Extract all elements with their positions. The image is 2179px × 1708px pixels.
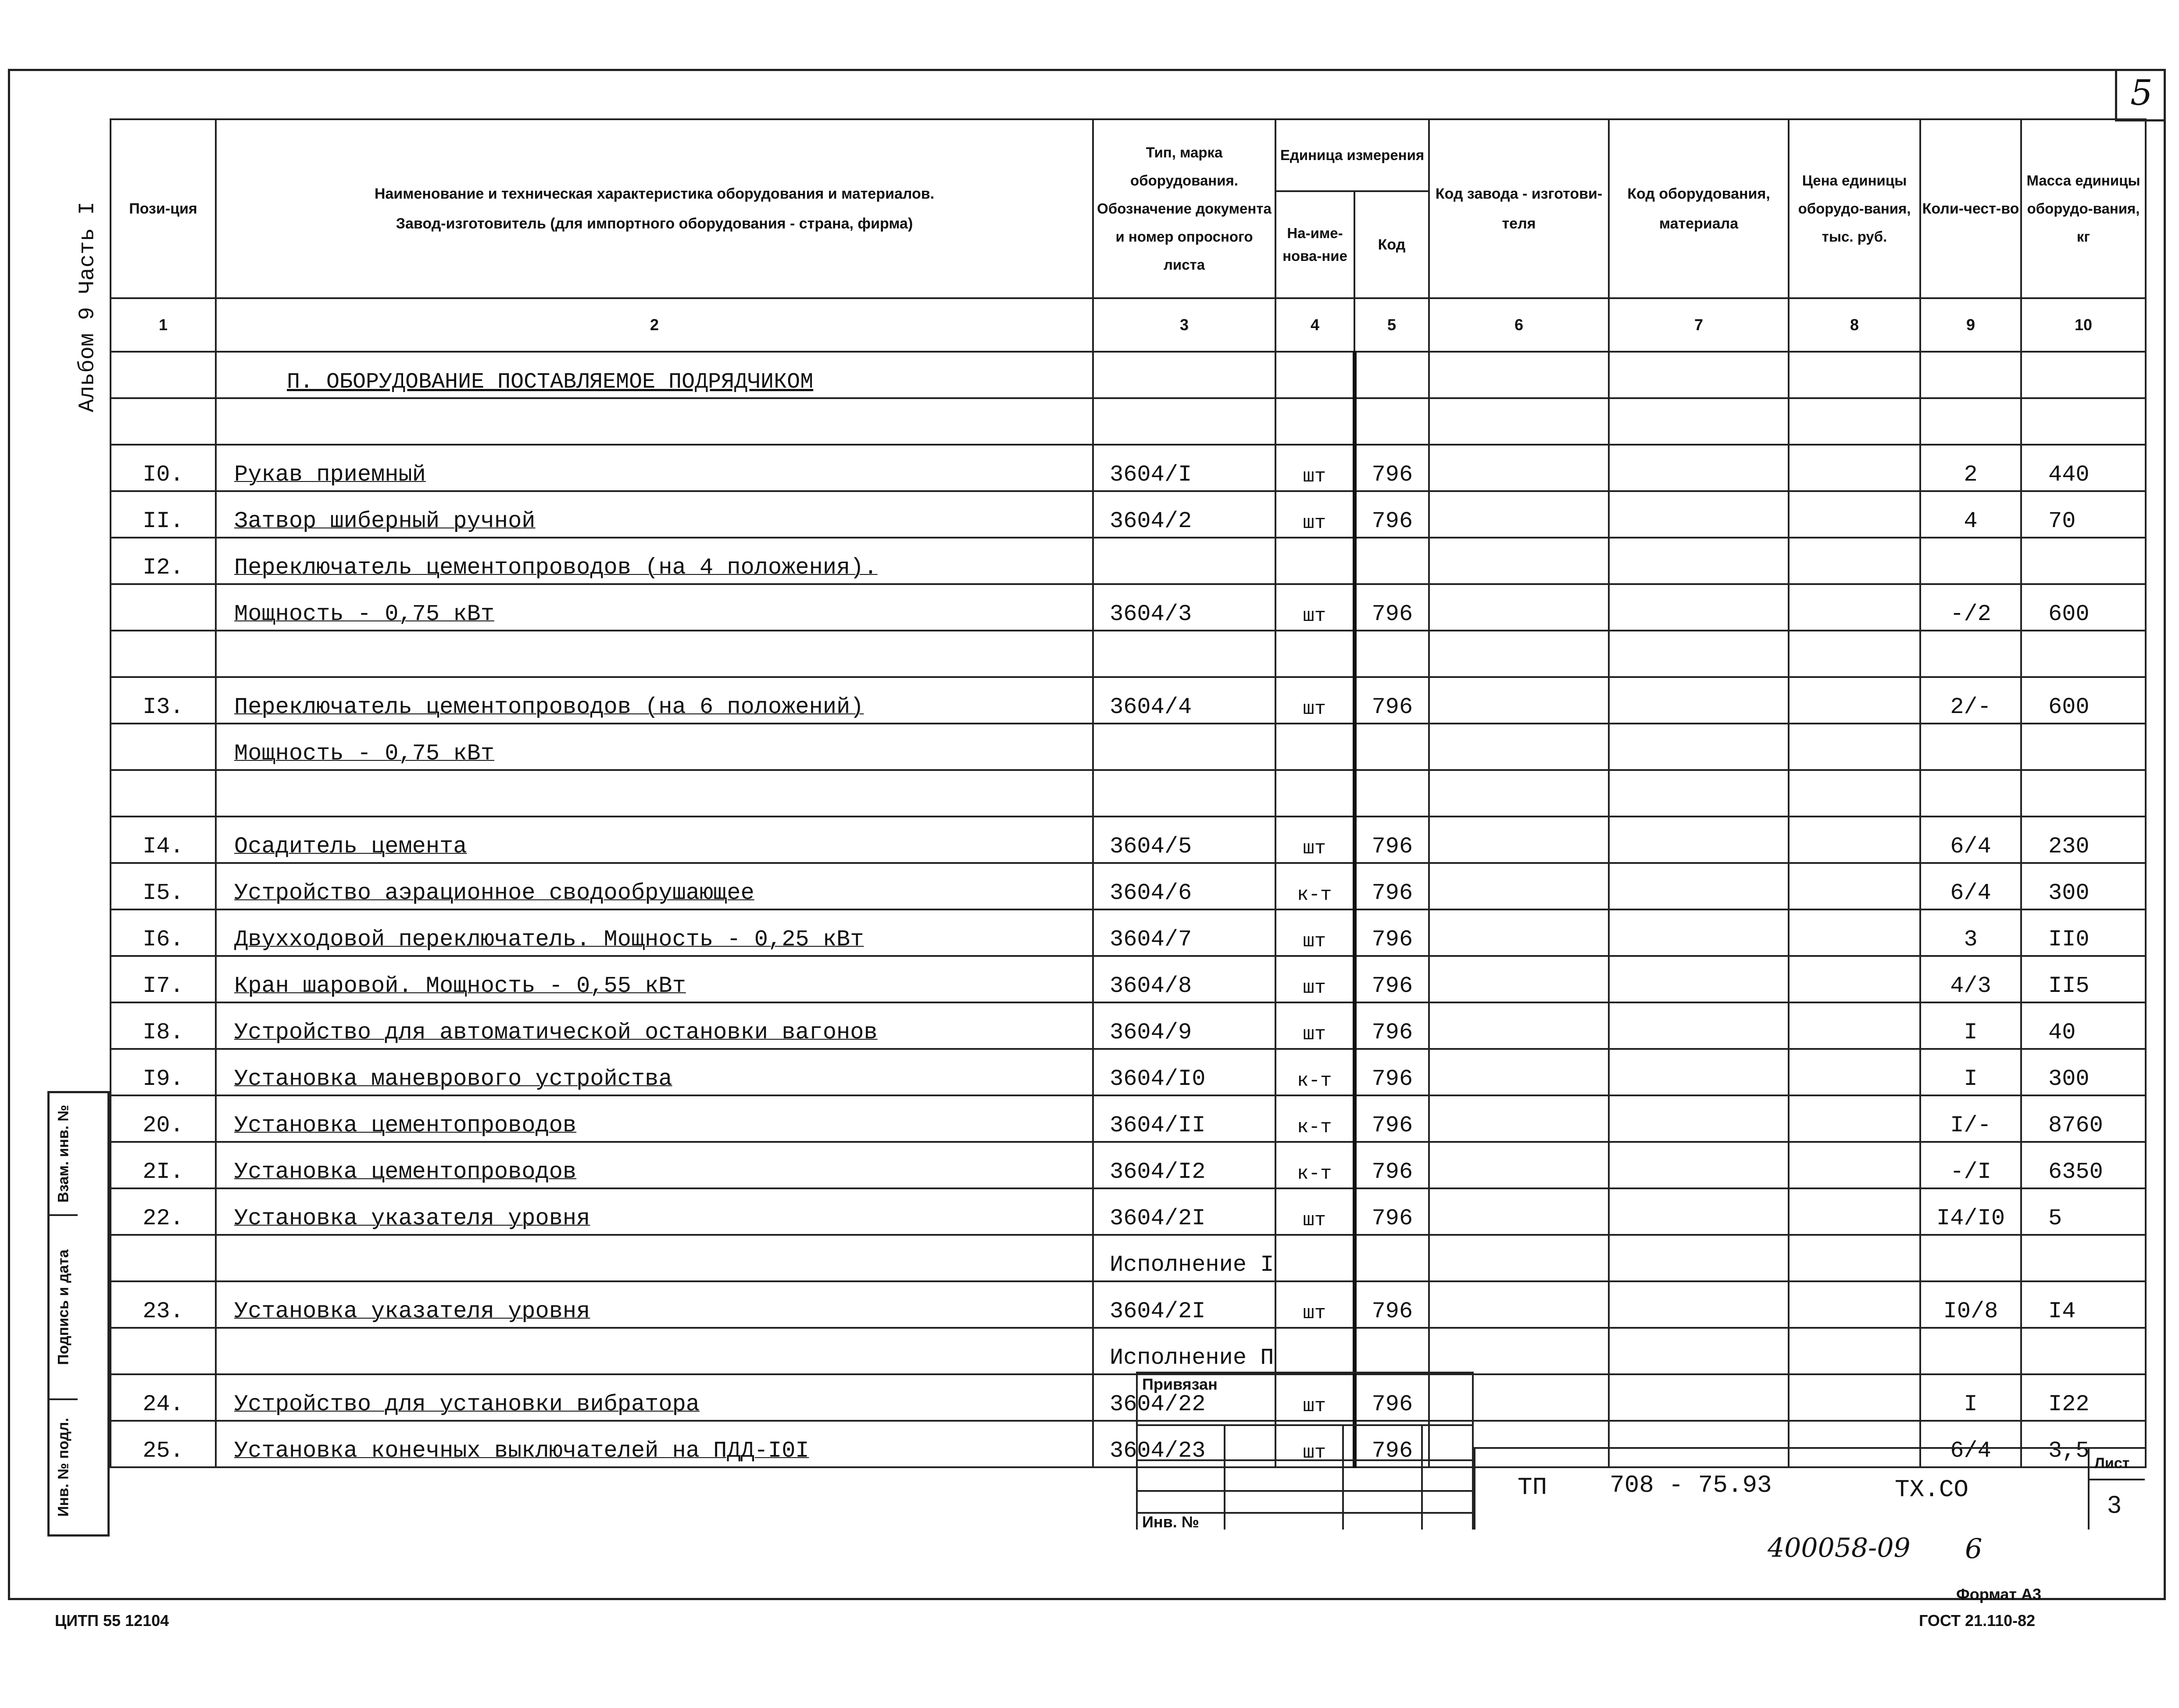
row-equipment-code <box>1609 863 1789 909</box>
row-quantity: I0/8 <box>1920 1281 2021 1328</box>
row-price <box>1789 1328 1920 1374</box>
row-price <box>1789 491 1920 538</box>
row-name <box>216 1328 1093 1374</box>
row-unit-code: 796 <box>1354 1188 1429 1235</box>
header-unit-group: Единица измерения <box>1275 119 1429 191</box>
row-unit: шт <box>1275 1188 1354 1235</box>
row-unit-code: 796 <box>1354 1002 1429 1049</box>
row-name: Установка цементопроводов <box>216 1095 1093 1142</box>
header-name-line1: Наименование и техническая характеристика оборудования и материалов. <box>374 185 935 202</box>
row-name: Переключатель цементопроводов (на 6 положений) <box>216 677 1093 724</box>
row-price <box>1789 1374 1920 1421</box>
row-unit <box>1275 631 1354 677</box>
row-price <box>1789 724 1920 770</box>
table-row <box>111 631 2146 677</box>
row-price <box>1789 1002 1920 1049</box>
row-type: 3604/23 <box>1093 1421 1275 1467</box>
row-name: Установка указателя уровня <box>216 1281 1093 1328</box>
row-factory-code <box>1429 631 1609 677</box>
row-quantity <box>1920 724 2021 770</box>
row-factory-code <box>1429 863 1609 909</box>
row-quantity: 4 <box>1920 491 2021 538</box>
gost-label: ГОСТ 21.110-82 <box>1919 1612 2036 1630</box>
row-equipment-code <box>1609 1188 1789 1235</box>
row-mass: 600 <box>2021 584 2146 631</box>
row-type <box>1093 770 1275 817</box>
row-unit <box>1275 1328 1354 1374</box>
table-row <box>111 445 2146 491</box>
row-quantity: 4/3 <box>1920 956 2021 1002</box>
row-name <box>216 770 1093 817</box>
row-name: Установка цементопроводов <box>216 1142 1093 1188</box>
row-type: 3604/2I <box>1093 1281 1275 1328</box>
row-type: 3604/2I <box>1093 1188 1275 1235</box>
header-position: Пози-ция <box>111 119 216 298</box>
row-position: 20. <box>111 1095 216 1142</box>
row-position: 23. <box>111 1281 216 1328</box>
table-row <box>111 538 2146 584</box>
row-factory-code <box>1429 1049 1609 1095</box>
row-unit: шт <box>1275 1421 1354 1467</box>
table-row <box>111 817 2146 863</box>
row-factory-code <box>1429 491 1609 538</box>
row-unit: шт <box>1275 491 1354 538</box>
doc-series: ТП <box>1518 1473 1547 1501</box>
row-quantity <box>1920 538 2021 584</box>
row-equipment-code <box>1609 1002 1789 1049</box>
citp-label: ЦИТП 55 12104 <box>55 1612 169 1630</box>
row-type: 3604/6 <box>1093 863 1275 909</box>
row-position: I3. <box>111 677 216 724</box>
row-mass: II5 <box>2021 956 2146 1002</box>
row-name: Кран шаровой. Мощность - 0,55 кВт <box>216 956 1093 1002</box>
row-name: Затвор шиберный ручной <box>216 491 1093 538</box>
header-mass: Масса единицы оборудо-вания, кг <box>2021 119 2146 298</box>
row-equipment-code <box>1609 1142 1789 1188</box>
row-unit: шт <box>1275 1281 1354 1328</box>
row-name: Устройство аэрационное сводообрушающее <box>216 863 1093 909</box>
row-equipment-code <box>1609 724 1789 770</box>
section-title: П. ОБОРУДОВАНИЕ ПОСТАВЛЯЕМОЕ ПОДРЯДЧИКОМ <box>216 352 1093 398</box>
row-name: Переключатель цементопроводов (на 4 положения). <box>216 538 1093 584</box>
row-quantity: I <box>1920 1002 2021 1049</box>
row-price <box>1789 1095 1920 1142</box>
row-type: 3604/5 <box>1093 817 1275 863</box>
row-name <box>216 631 1093 677</box>
row-price <box>1789 863 1920 909</box>
header-type: Тип, марка оборудования. Обозначение документа и номер опросного листа <box>1093 119 1275 298</box>
row-factory-code <box>1429 1095 1609 1142</box>
row-mass <box>2021 724 2146 770</box>
row-mass: 5 <box>2021 1188 2146 1235</box>
bound-label: Привязан <box>1142 1375 1218 1393</box>
row-factory-code <box>1429 1281 1609 1328</box>
row-factory-code <box>1429 1002 1609 1049</box>
row-position <box>111 631 216 677</box>
row-mass: 300 <box>2021 863 2146 909</box>
row-unit <box>1275 538 1354 584</box>
row-quantity: I <box>1920 1049 2021 1095</box>
handwritten-page-number: 6 <box>1965 1533 1983 1565</box>
row-price <box>1789 677 1920 724</box>
row-quantity <box>1920 1235 2021 1281</box>
row-equipment-code <box>1609 1374 1789 1421</box>
table-row <box>111 956 2146 1002</box>
row-price <box>1789 1281 1920 1328</box>
row-type: 3604/I2 <box>1093 1142 1275 1188</box>
row-unit-code: 796 <box>1354 1281 1429 1328</box>
row-factory-code <box>1429 538 1609 584</box>
row-name <box>216 1235 1093 1281</box>
row-equipment-code <box>1609 956 1789 1002</box>
row-unit-code: 796 <box>1354 491 1429 538</box>
row-type: Исполнение I <box>1093 1235 1275 1281</box>
row-type: 3604/9 <box>1093 1002 1275 1049</box>
row-price <box>1789 817 1920 863</box>
row-type: 3604/8 <box>1093 956 1275 1002</box>
row-equipment-code <box>1609 1235 1789 1281</box>
row-unit-code: 796 <box>1354 863 1429 909</box>
row-mass: 440 <box>2021 445 2146 491</box>
row-position <box>111 1328 216 1374</box>
row-name: Рукав приемный <box>216 445 1093 491</box>
row-mass: 3,5 <box>2021 1421 2146 1467</box>
col-number: 2 <box>216 298 1093 352</box>
row-position: I8. <box>111 1002 216 1049</box>
table-row <box>111 1281 2146 1328</box>
row-type <box>1093 538 1275 584</box>
row-position <box>111 770 216 817</box>
side-box-replaced: Взам. инв. № <box>50 1093 78 1216</box>
inv-label: Инв. № <box>1142 1513 1199 1531</box>
row-equipment-code <box>1609 909 1789 956</box>
row-equipment-code <box>1609 631 1789 677</box>
row-unit-code <box>1354 770 1429 817</box>
row-quantity: 6/4 <box>1920 863 2021 909</box>
format-label: Формат А3 <box>1956 1585 2042 1603</box>
col-number: 7 <box>1609 298 1789 352</box>
row-price <box>1789 538 1920 584</box>
row-unit: шт <box>1275 956 1354 1002</box>
specification-rows <box>111 445 2146 1467</box>
row-name: Мощность - 0,75 кВт <box>216 724 1093 770</box>
row-mass: I22 <box>2021 1374 2146 1421</box>
row-type <box>1093 631 1275 677</box>
col-number: 1 <box>111 298 216 352</box>
row-unit: шт <box>1275 584 1354 631</box>
row-name: Осадитель цемента <box>216 817 1093 863</box>
row-unit: к-т <box>1275 1095 1354 1142</box>
row-position: 22. <box>111 1188 216 1235</box>
table-row <box>111 1374 2146 1421</box>
row-unit: к-т <box>1275 1142 1354 1188</box>
header-factory-code: Код завода - изготови-теля <box>1429 119 1609 298</box>
row-position: 24. <box>111 1374 216 1421</box>
row-price <box>1789 1142 1920 1188</box>
row-price <box>1789 1049 1920 1095</box>
row-mass: 40 <box>2021 1002 2146 1049</box>
row-name: Устройство для автоматической остановки вагонов <box>216 1002 1093 1049</box>
row-unit: шт <box>1275 445 1354 491</box>
row-unit-code: 796 <box>1354 817 1429 863</box>
row-factory-code <box>1429 445 1609 491</box>
row-mass: 600 <box>2021 677 2146 724</box>
row-mass: 6350 <box>2021 1142 2146 1188</box>
row-type: 3604/3 <box>1093 584 1275 631</box>
row-quantity: 6/4 <box>1920 817 2021 863</box>
row-name: Двухходовой переключатель. Мощность - 0,25 кВт <box>216 909 1093 956</box>
row-unit-code <box>1354 538 1429 584</box>
row-position: 25. <box>111 1421 216 1467</box>
row-factory-code <box>1429 724 1609 770</box>
row-factory-code <box>1429 1235 1609 1281</box>
row-unit-code: 796 <box>1354 445 1429 491</box>
col-number: 3 <box>1093 298 1275 352</box>
col-number: 8 <box>1789 298 1920 352</box>
row-position: I2. <box>111 538 216 584</box>
col-number: 6 <box>1429 298 1609 352</box>
doc-code: ТХ.СО <box>1895 1476 1969 1504</box>
row-unit: шт <box>1275 677 1354 724</box>
section-row <box>111 352 2146 398</box>
row-name: Установка маневрового устройства <box>216 1049 1093 1095</box>
row-factory-code <box>1429 1188 1609 1235</box>
row-type: 3604/2 <box>1093 491 1275 538</box>
row-unit-code: 796 <box>1354 1374 1429 1421</box>
row-position: I0. <box>111 445 216 491</box>
row-equipment-code <box>1609 1049 1789 1095</box>
row-equipment-code <box>1609 445 1789 491</box>
row-mass <box>2021 1235 2146 1281</box>
row-mass <box>2021 631 2146 677</box>
header-name <box>216 119 1093 298</box>
table-row <box>111 584 2146 631</box>
row-price <box>1789 909 1920 956</box>
table-row <box>111 1328 2146 1374</box>
header-price: Цена единицы оборудо-вания, тыс. руб. <box>1789 119 1920 298</box>
row-unit-code: 796 <box>1354 956 1429 1002</box>
row-quantity: 2/- <box>1920 677 2021 724</box>
row-quantity: -/I <box>1920 1142 2021 1188</box>
row-unit-code: 796 <box>1354 1095 1429 1142</box>
row-mass <box>2021 538 2146 584</box>
table-row <box>111 770 2146 817</box>
header-unit-name: На-име-нова-ние <box>1275 191 1354 298</box>
row-quantity: I <box>1920 1374 2021 1421</box>
row-quantity: 3 <box>1920 909 2021 956</box>
row-equipment-code <box>1609 491 1789 538</box>
table-row <box>111 863 2146 909</box>
row-price <box>1789 1188 1920 1235</box>
row-equipment-code <box>1609 677 1789 724</box>
sheet-number: 3 <box>2108 1490 2122 1518</box>
row-unit-code: 796 <box>1354 1049 1429 1095</box>
row-factory-code <box>1429 1328 1609 1374</box>
row-equipment-code <box>1609 817 1789 863</box>
row-type: 3604/7 <box>1093 909 1275 956</box>
row-equipment-code <box>1609 1095 1789 1142</box>
table-row <box>111 677 2146 724</box>
row-position <box>111 724 216 770</box>
row-position <box>111 584 216 631</box>
row-type: 3604/I0 <box>1093 1049 1275 1095</box>
row-unit-code <box>1354 724 1429 770</box>
row-unit <box>1275 770 1354 817</box>
row-mass: 70 <box>2021 491 2146 538</box>
row-position: I4. <box>111 817 216 863</box>
row-name: Устройство для установки вибратора <box>216 1374 1093 1421</box>
spacer-row <box>111 398 2146 445</box>
row-factory-code <box>1429 770 1609 817</box>
table-row <box>111 724 2146 770</box>
row-unit <box>1275 724 1354 770</box>
row-equipment-code <box>1609 1281 1789 1328</box>
row-equipment-code <box>1609 1328 1789 1374</box>
row-name: Мощность - 0,75 кВт <box>216 584 1093 631</box>
row-quantity: -/2 <box>1920 584 2021 631</box>
row-unit <box>1275 1235 1354 1281</box>
row-equipment-code <box>1609 584 1789 631</box>
row-quantity <box>1920 1328 2021 1374</box>
table-row <box>111 1188 2146 1235</box>
row-quantity: I4/I0 <box>1920 1188 2021 1235</box>
corner-sheet-number: 5 <box>2115 69 2166 121</box>
row-unit-code: 796 <box>1354 584 1429 631</box>
row-factory-code <box>1429 1142 1609 1188</box>
row-name: Установка конечных выключателей на ПДД-I0I <box>216 1421 1093 1467</box>
side-box-inventory: Инв. № подл. <box>55 1418 72 1517</box>
table-row <box>111 1142 2146 1188</box>
row-quantity: 6/4 <box>1920 1421 2021 1467</box>
doc-number: 708 - 75.93 <box>1610 1471 1772 1499</box>
row-unit-code: 796 <box>1354 909 1429 956</box>
row-position <box>111 1235 216 1281</box>
sheet-label: Лист <box>2094 1455 2130 1472</box>
col-number: 10 <box>2021 298 2146 352</box>
side-approval-boxes <box>47 1091 110 1537</box>
row-unit: шт <box>1275 1002 1354 1049</box>
table-row <box>111 1049 2146 1095</box>
row-mass <box>2021 770 2146 817</box>
row-equipment-code <box>1609 770 1789 817</box>
specification-table <box>110 118 2147 1468</box>
row-unit-code: 796 <box>1354 1142 1429 1188</box>
row-factory-code <box>1429 909 1609 956</box>
row-quantity <box>1920 770 2021 817</box>
table-row <box>111 491 2146 538</box>
row-unit: к-т <box>1275 863 1354 909</box>
row-type: 3604/4 <box>1093 677 1275 724</box>
handwritten-inventory-note: 400058-09 <box>1768 1533 1911 1563</box>
row-factory-code <box>1429 956 1609 1002</box>
row-mass: I4 <box>2021 1281 2146 1328</box>
table-row <box>111 909 2146 956</box>
header-name-line2: Завод-изготовитель (для импортного оборудования - страна, фирма) <box>396 215 913 232</box>
row-unit: к-т <box>1275 1049 1354 1095</box>
row-factory-code <box>1429 584 1609 631</box>
header-unit-code: Код <box>1354 191 1429 298</box>
row-unit-code: 796 <box>1354 1421 1429 1467</box>
header-equipment-code: Код оборудования, материала <box>1609 119 1789 298</box>
row-factory-code <box>1429 817 1609 863</box>
row-unit-code: 796 <box>1354 677 1429 724</box>
row-quantity: I/- <box>1920 1095 2021 1142</box>
row-quantity: 2 <box>1920 445 2021 491</box>
row-position: I7. <box>111 956 216 1002</box>
row-price <box>1789 956 1920 1002</box>
row-price <box>1789 445 1920 491</box>
table-row <box>111 1002 2146 1049</box>
row-equipment-code <box>1609 538 1789 584</box>
row-unit: шт <box>1275 817 1354 863</box>
row-position: I6. <box>111 909 216 956</box>
title-block <box>1474 1447 2145 1530</box>
row-mass: 300 <box>2021 1049 2146 1095</box>
col-number: 9 <box>1920 298 2021 352</box>
row-unit-code <box>1354 1328 1429 1374</box>
row-position: I9. <box>111 1049 216 1095</box>
table-row <box>111 1095 2146 1142</box>
row-mass: 8760 <box>2021 1095 2146 1142</box>
row-type: 3604/I <box>1093 445 1275 491</box>
col-number: 4 <box>1275 298 1354 352</box>
album-side-title: Альбом 9 Часть I <box>75 201 100 413</box>
side-box-signature: Подпись и дата <box>50 1216 78 1400</box>
row-type: Исполнение П <box>1093 1328 1275 1374</box>
row-price <box>1789 1235 1920 1281</box>
row-position: 2I. <box>111 1142 216 1188</box>
row-unit: шт <box>1275 909 1354 956</box>
row-mass: II0 <box>2021 909 2146 956</box>
header-row <box>111 119 2146 191</box>
table-row <box>111 1235 2146 1281</box>
col-number: 5 <box>1354 298 1429 352</box>
row-unit-code <box>1354 631 1429 677</box>
row-price <box>1789 584 1920 631</box>
bound-stamp-box <box>1136 1372 1474 1530</box>
row-factory-code <box>1429 677 1609 724</box>
row-price <box>1789 770 1920 817</box>
row-mass: 230 <box>2021 817 2146 863</box>
row-unit-code <box>1354 1235 1429 1281</box>
row-unit: шт <box>1275 1374 1354 1421</box>
row-quantity <box>1920 631 2021 677</box>
column-numbers-row <box>111 298 2146 352</box>
row-mass <box>2021 1328 2146 1374</box>
row-position: II. <box>111 491 216 538</box>
row-name: Установка указателя уровня <box>216 1188 1093 1235</box>
row-position: I5. <box>111 863 216 909</box>
row-price <box>1789 631 1920 677</box>
row-type: 3604/22 <box>1093 1374 1275 1421</box>
header-quantity: Коли-чест-во <box>1920 119 2021 298</box>
row-type: 3604/II <box>1093 1095 1275 1142</box>
row-type <box>1093 724 1275 770</box>
